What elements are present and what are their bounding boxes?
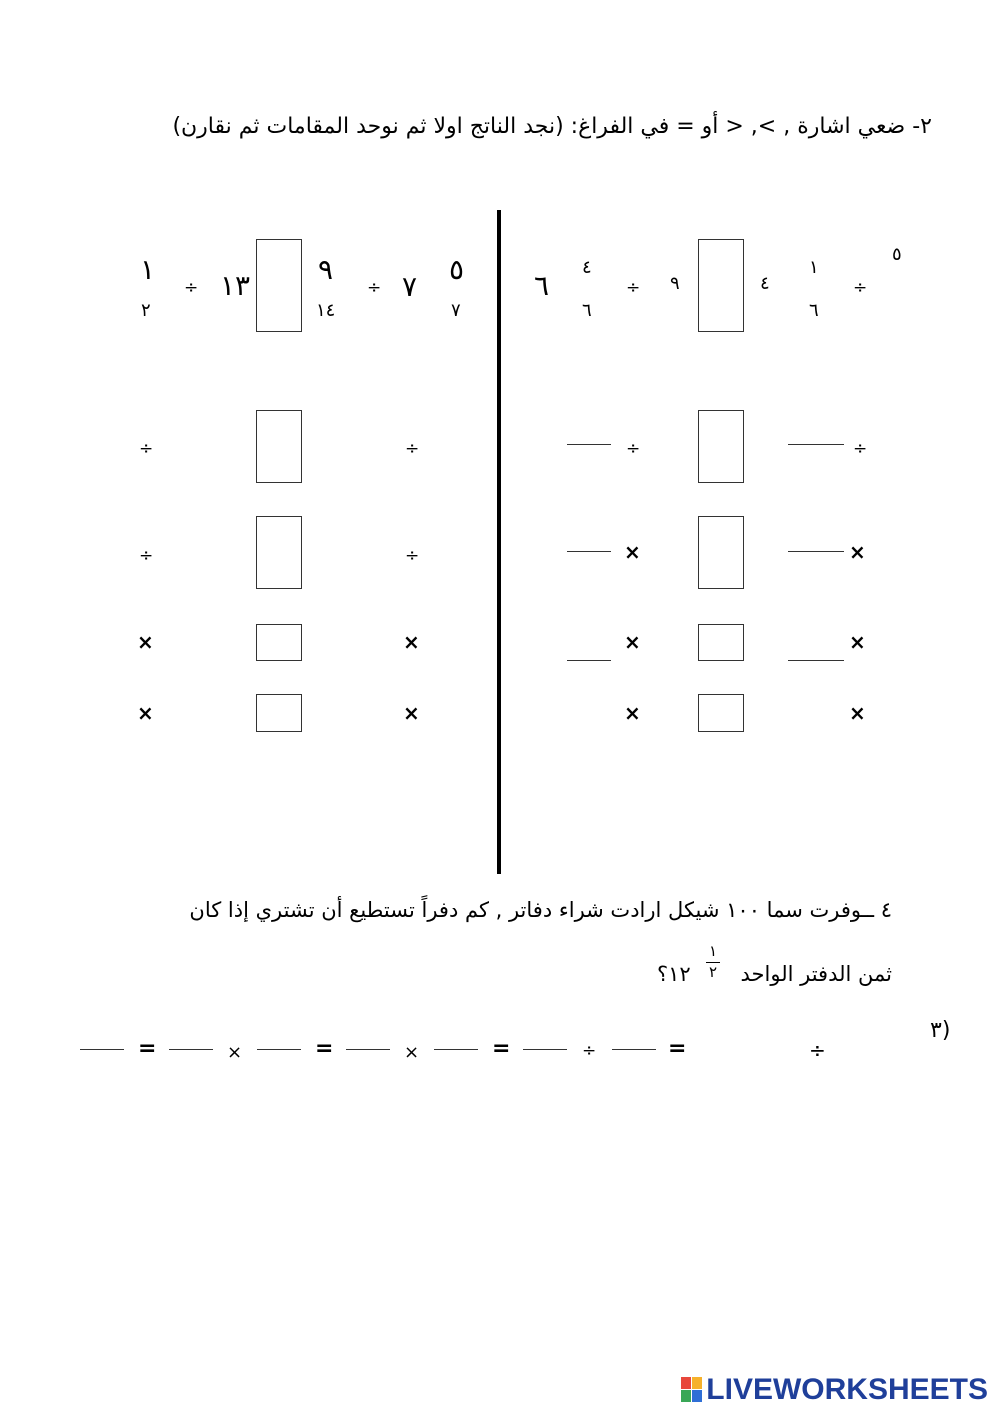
question-3-divide: ÷ bbox=[809, 1038, 826, 1062]
logo-grid-icon bbox=[681, 1377, 703, 1403]
left-problem-answer-box[interactable] bbox=[256, 239, 302, 332]
question-4-line-1: ٤ ــوفرت سما ١٠٠ شيكل ارادت شراء دفاتر , كم دفراً تستطيع أن تشتري إذا كان bbox=[189, 898, 892, 922]
question-3-equals: = bbox=[138, 1036, 157, 1061]
question-3-label: ٣) bbox=[930, 1018, 951, 1043]
left-problem-denominator-14: ١٤ bbox=[316, 300, 336, 321]
right-work-multiply: × bbox=[624, 540, 641, 564]
left-work-divide: ÷ bbox=[139, 546, 154, 566]
right-work-blank[interactable] bbox=[788, 444, 844, 445]
left-problem-whole-7: ٧ bbox=[402, 270, 418, 303]
right-problem-whole-9: ٩ bbox=[670, 273, 680, 294]
question-3-multiply: × bbox=[227, 1042, 243, 1063]
left-problem-numerator-9: ٩ bbox=[318, 253, 334, 286]
right-work-blank[interactable] bbox=[788, 551, 844, 552]
left-work-multiply: × bbox=[403, 701, 420, 725]
right-problem-divide-2: ÷ bbox=[626, 278, 641, 298]
right-problem-answer-box[interactable] bbox=[698, 239, 744, 332]
right-problem-right-numerator: ٤ bbox=[582, 257, 592, 278]
left-work-divide: ÷ bbox=[139, 439, 154, 459]
left-work-box[interactable] bbox=[256, 516, 302, 589]
column-divider bbox=[497, 210, 501, 874]
question-4-line-2-prefix: ثمن الدفتر الواحد bbox=[740, 962, 892, 986]
right-work-blank[interactable] bbox=[567, 444, 611, 445]
left-work-multiply: × bbox=[403, 630, 420, 654]
question-3-equals: = bbox=[668, 1036, 687, 1061]
question-3-blank[interactable] bbox=[346, 1049, 390, 1050]
right-problem-whole-4: ٤ bbox=[760, 273, 770, 294]
left-problem-divide-1: ÷ bbox=[367, 278, 382, 298]
left-work-divide: ÷ bbox=[405, 546, 420, 566]
right-work-blank[interactable] bbox=[567, 551, 611, 552]
question-4-fraction-numerator: ١ bbox=[708, 942, 718, 960]
right-work-box[interactable] bbox=[698, 624, 744, 661]
question-3-blank[interactable] bbox=[523, 1049, 567, 1050]
question-4-fraction bbox=[701, 944, 725, 980]
left-problem-numerator-5: ٥ bbox=[449, 253, 465, 286]
left-problem-denominator-2: ٢ bbox=[141, 300, 151, 321]
left-work-box[interactable] bbox=[256, 624, 302, 661]
left-work-multiply: × bbox=[137, 701, 154, 725]
question-3-equals: = bbox=[315, 1036, 334, 1061]
right-problem-left-numerator: ١ bbox=[809, 257, 819, 278]
right-work-divide: ÷ bbox=[853, 439, 868, 459]
left-problem-whole-13: ١٣ bbox=[220, 269, 251, 302]
left-problem-numerator-1: ١ bbox=[140, 253, 156, 286]
question-3-blank[interactable] bbox=[80, 1049, 124, 1050]
right-work-multiply: × bbox=[624, 701, 641, 725]
right-work-box[interactable] bbox=[698, 410, 744, 483]
right-problem-whole-6: ٦ bbox=[534, 269, 550, 302]
right-work-multiply: × bbox=[849, 630, 866, 654]
left-problem-denominator-7: ٧ bbox=[451, 300, 461, 321]
right-work-divide: ÷ bbox=[626, 439, 641, 459]
right-work-box[interactable] bbox=[698, 694, 744, 732]
right-work-multiply: × bbox=[849, 701, 866, 725]
left-problem-divide-2: ÷ bbox=[184, 278, 199, 298]
question-3-blank[interactable] bbox=[434, 1049, 478, 1050]
left-work-divide: ÷ bbox=[405, 439, 420, 459]
right-problem-right-denominator: ٦ bbox=[582, 300, 592, 321]
right-work-box[interactable] bbox=[698, 516, 744, 589]
right-problem-left-denominator: ٦ bbox=[809, 300, 819, 321]
logo-text: LIVEWORKSHEETS bbox=[706, 1373, 988, 1406]
right-problem-whole-5: ٥ bbox=[892, 244, 902, 265]
question-2-title: ٢- ضعي اشارة , >, < أو = في الفراغ: (نجد الناتج اولا ثم نوحد المقامات ثم نقارن) bbox=[172, 114, 932, 139]
question-3-blank[interactable] bbox=[612, 1049, 656, 1050]
right-work-blank[interactable] bbox=[788, 660, 844, 661]
right-problem-divide-1: ÷ bbox=[853, 278, 868, 298]
question-3-equals: = bbox=[492, 1036, 511, 1061]
left-work-multiply: × bbox=[137, 630, 154, 654]
left-work-box[interactable] bbox=[256, 410, 302, 483]
question-3-divide: ÷ bbox=[582, 1041, 597, 1061]
question-3-multiply: × bbox=[404, 1042, 420, 1063]
question-4-line-2-suffix: ١٢؟ bbox=[657, 962, 691, 986]
right-work-multiply: × bbox=[624, 630, 641, 654]
right-work-blank[interactable] bbox=[567, 660, 611, 661]
liveworksheets-logo[interactable] bbox=[681, 1374, 988, 1406]
question-4-fraction-denominator: ٢ bbox=[708, 963, 718, 981]
left-work-box[interactable] bbox=[256, 694, 302, 732]
question-3-blank[interactable] bbox=[169, 1049, 213, 1050]
question-3-blank[interactable] bbox=[257, 1049, 301, 1050]
right-work-multiply: × bbox=[849, 540, 866, 564]
